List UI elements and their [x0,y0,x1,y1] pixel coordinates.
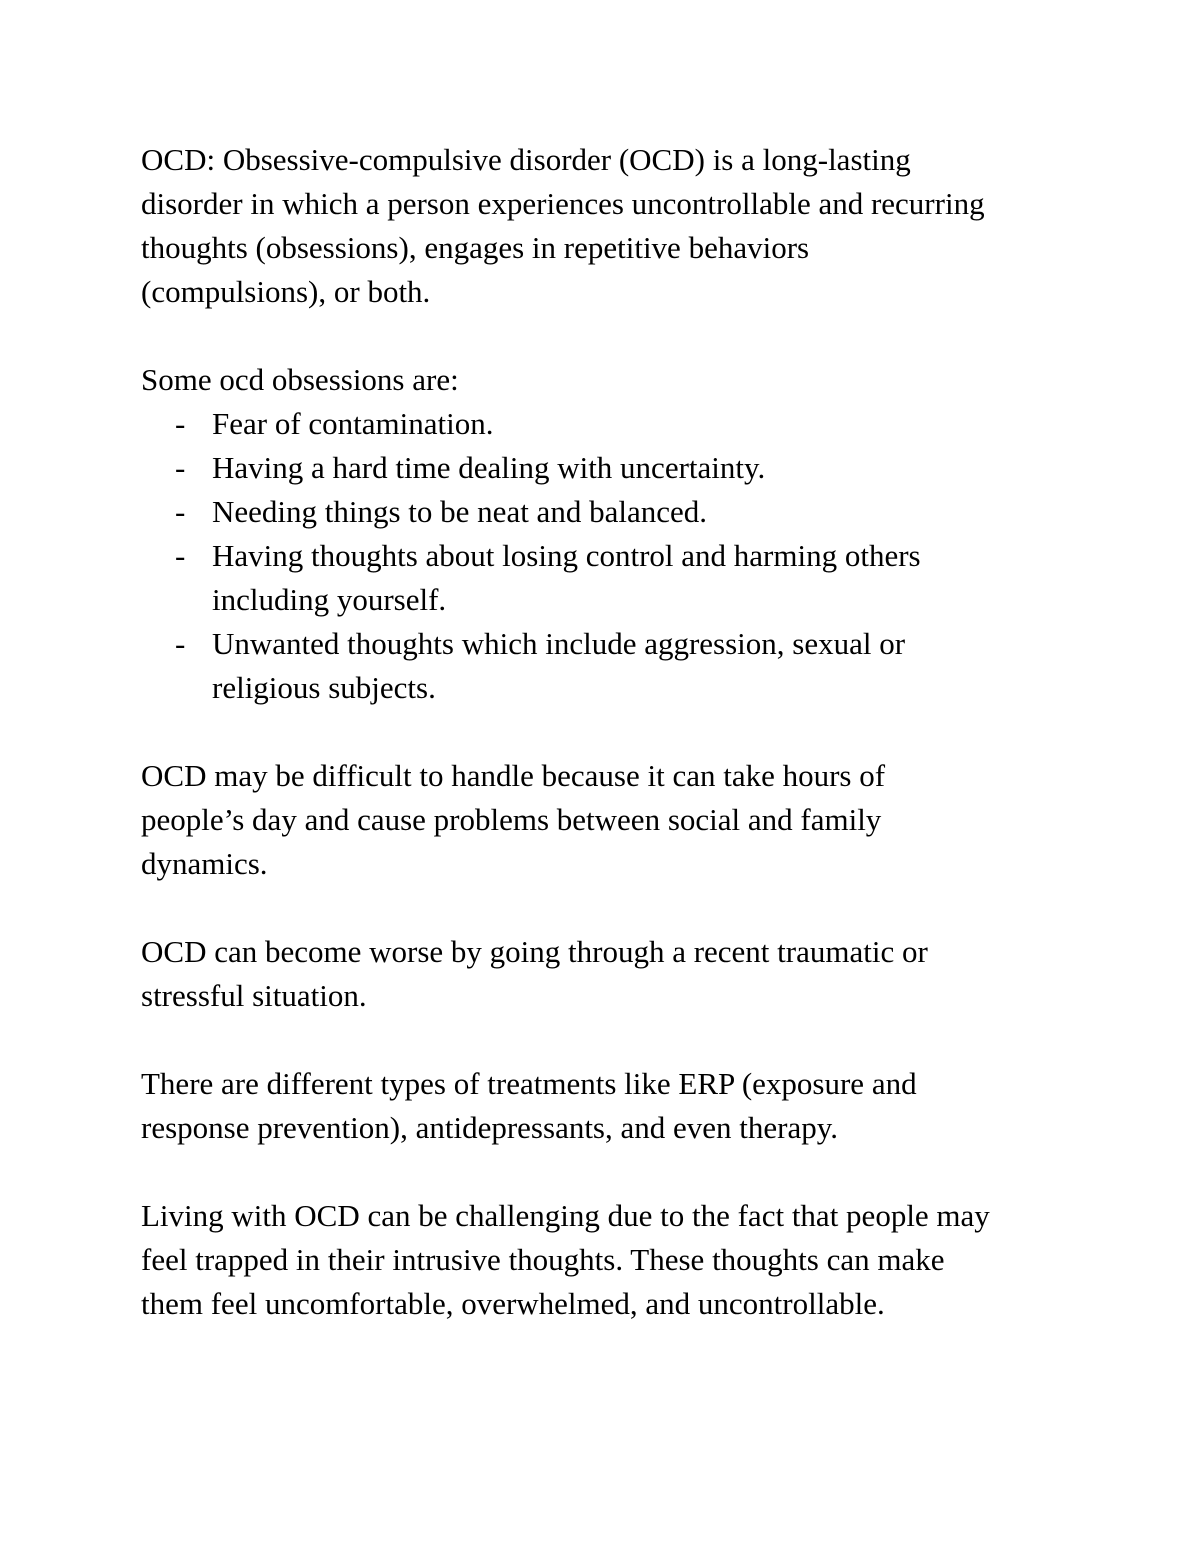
worse-paragraph [141,930,1081,1018]
difficulty-paragraph [141,754,1081,886]
paragraph-line: OCD: Obsessive-compulsive disorder (OCD) is a long-lasting [141,142,911,177]
list-item [141,622,1081,710]
paragraph-line: There are different types of treatments like ERP (exposure and [141,1066,917,1101]
paragraph-spacer [141,1150,1081,1194]
treatments-paragraph [141,1062,1081,1150]
paragraph-line: people’s day and cause problems between social and family [141,802,882,837]
paragraph-line: OCD may be difficult to handle because it can take hours of [141,758,886,793]
list-item-line: Having thoughts about losing control and harming others [212,538,921,573]
paragraph-line: (compulsions), or both. [141,274,431,309]
list-item-line: religious subjects. [212,670,436,705]
dash-bullet: - [175,494,186,529]
list-item [141,534,1081,622]
intro-paragraph [141,138,1081,314]
list-item-line: Needing things to be neat and balanced. [212,494,707,529]
obsessions-list [141,402,1081,710]
list-item-line: Unwanted thoughts which include aggression, sexual or [212,626,906,661]
list-item-line: Having a hard time dealing with uncertainty. [212,450,766,485]
paragraph-spacer [141,710,1081,754]
paragraph-spacer [141,1018,1081,1062]
list-item [141,446,1081,490]
living-paragraph [141,1194,1081,1326]
paragraph-line: response prevention), antidepressants, and even therapy. [141,1110,838,1145]
dash-bullet: - [175,538,186,573]
obsessions-heading: Some ocd obsessions are: [141,362,459,397]
list-item [141,402,1081,446]
paragraph-line: Living with OCD can be challenging due to the fact that people may [141,1198,990,1233]
paragraph-line: feel trapped in their intrusive thoughts. These thoughts can make [141,1242,945,1277]
dash-bullet: - [175,406,186,441]
obsessions-section [141,358,1081,710]
paragraph-line: them feel uncomfortable, overwhelmed, and uncontrollable. [141,1286,885,1321]
paragraph-line: dynamics. [141,846,268,881]
paragraph-line: stressful situation. [141,978,367,1013]
list-item-line: Fear of contamination. [212,406,494,441]
paragraph-spacer [141,314,1081,358]
paragraph-line: disorder in which a person experiences uncontrollable and recurring [141,186,985,221]
paragraph-line: OCD can become worse by going through a recent traumatic or [141,934,928,969]
dash-bullet: - [175,626,186,661]
paragraph-spacer [141,886,1081,930]
paragraph-line: thoughts (obsessions), engages in repetitive behaviors [141,230,810,265]
list-item [141,490,1081,534]
dash-bullet: - [175,450,186,485]
list-item-line: including yourself. [212,582,447,617]
document-body [141,138,1081,1326]
